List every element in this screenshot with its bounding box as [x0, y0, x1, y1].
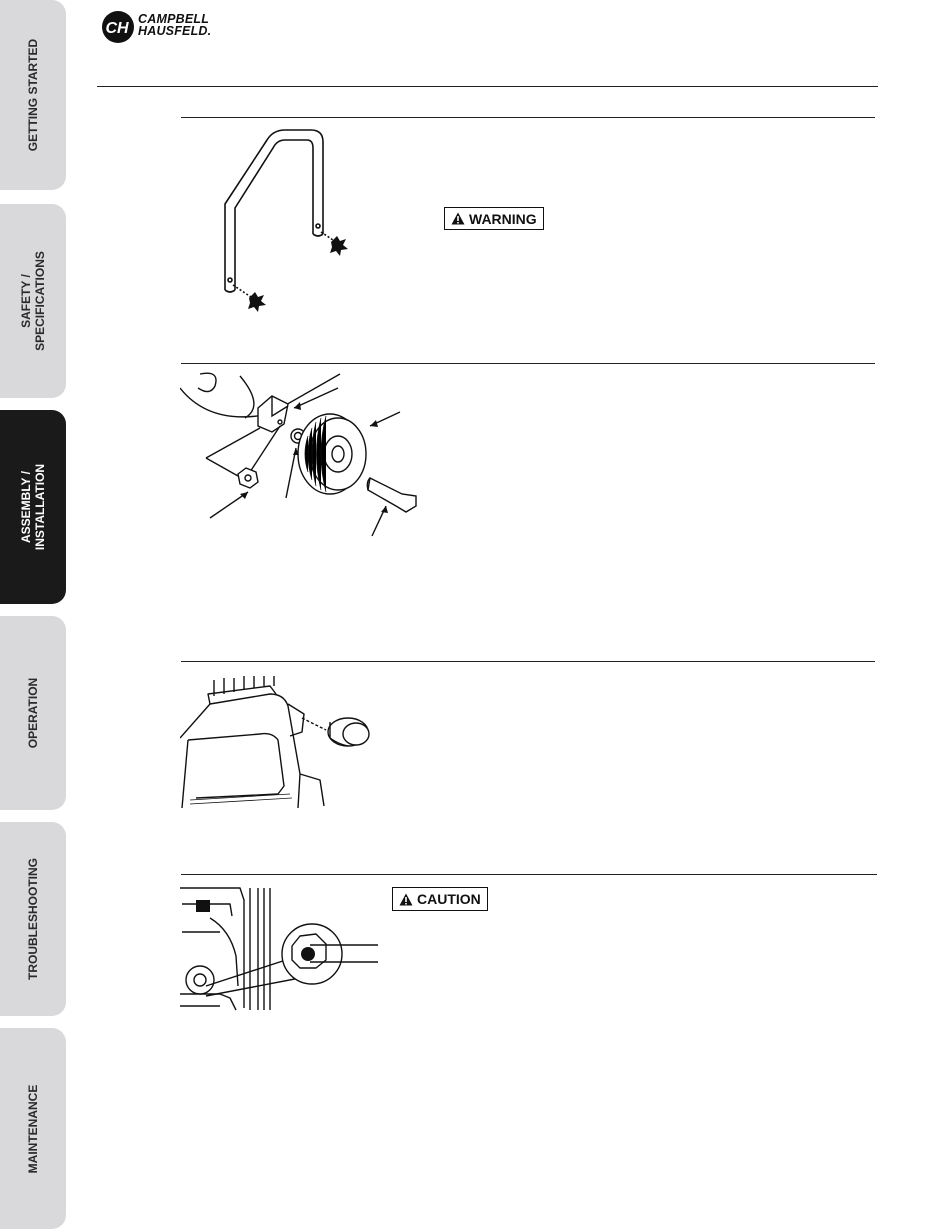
section-rule-handle — [181, 117, 875, 118]
handle-illustration — [215, 122, 355, 314]
warning-triangle-icon — [451, 212, 465, 225]
brand-monogram-icon — [100, 10, 140, 44]
tab-assembly-installation[interactable] — [0, 410, 66, 604]
oil-plug-illustration — [180, 886, 380, 1016]
caution-label — [392, 887, 488, 911]
tab-safety-label: SAFETY / SPECIFICATIONS — [19, 251, 47, 351]
tab-maintenance-label: MAINTENANCE — [26, 1084, 40, 1173]
caution-triangle-icon — [399, 893, 413, 906]
tab-operation-label: OPERATION — [26, 677, 40, 749]
tab-operation[interactable] — [0, 616, 66, 810]
brand-wordmark: CAMPBELL HAUSFELD. — [138, 12, 212, 38]
breather-cap-illustration — [180, 674, 380, 808]
wheel-assembly-illustration — [180, 366, 420, 542]
caution-text: CAUTION — [417, 891, 481, 907]
tab-troubleshooting-label: TROUBLESHOOTING — [26, 858, 40, 980]
section-rule-wheel — [181, 363, 875, 364]
header-rule — [97, 86, 878, 87]
tab-assembly-label: ASSEMBLY / INSTALLATION — [19, 463, 47, 551]
tab-getting-started-label: GETTING STARTED — [26, 38, 40, 152]
section-rule-breather — [181, 661, 875, 662]
warning-label — [444, 207, 544, 230]
tab-maintenance[interactable] — [0, 1028, 66, 1229]
svg-text:CH: CH — [105, 20, 129, 37]
tab-getting-started[interactable] — [0, 0, 66, 190]
section-rule-oil — [181, 874, 877, 875]
tab-troubleshooting[interactable] — [0, 822, 66, 1016]
warning-text: WARNING — [469, 210, 537, 227]
tab-safety-specifications[interactable] — [0, 204, 66, 398]
